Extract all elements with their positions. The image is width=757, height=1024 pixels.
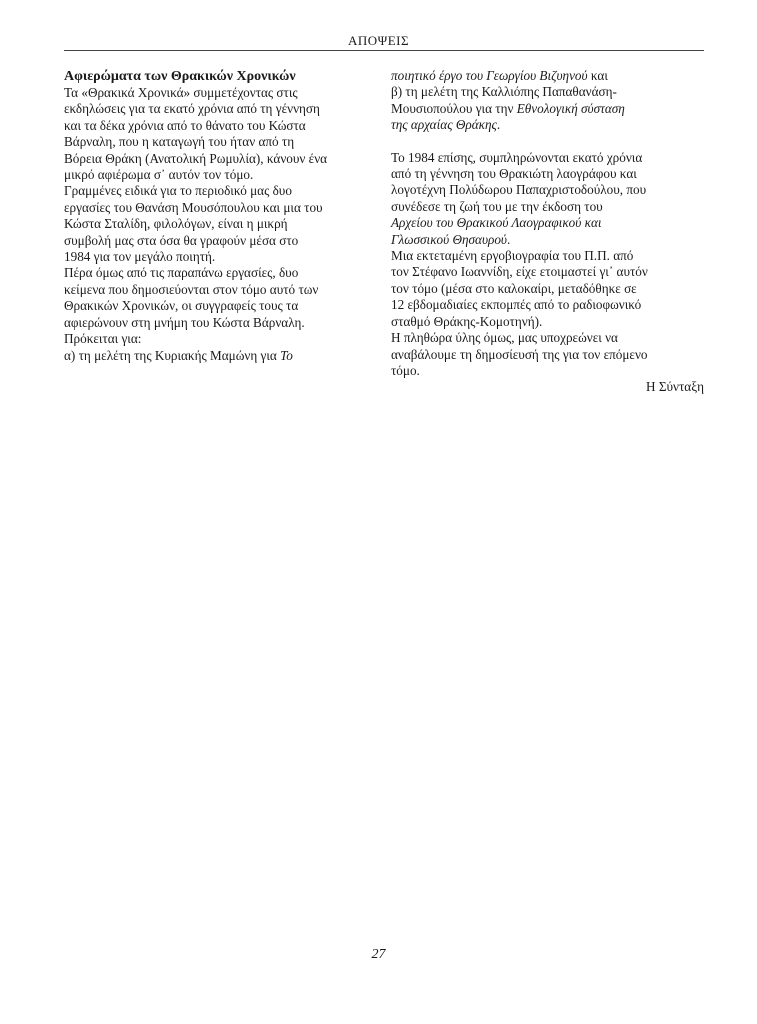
body-line: Γραμμένες ειδικά για το περιοδικό μας δυο bbox=[64, 183, 292, 199]
body-line: εργασίες του Θανάση Μουσόπουλου και μια του bbox=[64, 199, 323, 215]
body-line: Το 1984 επίσης, συμπληρώνονται εκατό χρόνια bbox=[391, 149, 643, 165]
body-text: Μουσιοπούλου για την bbox=[391, 100, 514, 116]
body-line: συμβολή μας στα όσα θα γραφούν μέσα στο bbox=[64, 232, 299, 248]
signature: Η Σύνταξη bbox=[646, 379, 704, 395]
body-line: Βάρναλη, που η καταγωγή του ήταν από τη bbox=[64, 134, 295, 150]
work-title: ποιητικό έργο του Γεωργίου Βιζυηνού bbox=[391, 68, 588, 83]
work-title: Εθνολογική σύσταση bbox=[516, 100, 625, 116]
body-line: από τη γέννηση του Θρακιώτη λαογράφου και bbox=[391, 166, 637, 182]
body-line: Πρόκειται για: bbox=[64, 331, 142, 347]
body-text: . bbox=[496, 117, 501, 133]
body-line bbox=[64, 348, 364, 364]
body-text: α) τη μελέτη της Κυριακής Μαμώνη για bbox=[64, 347, 277, 363]
body-line: αναβάλουμε τη δημοσίευσή της για τον επόμενο bbox=[391, 346, 648, 362]
body-line: κείμενα που δημοσιεύονται στον τόμο αυτό των bbox=[64, 281, 319, 297]
body-line bbox=[391, 117, 704, 133]
page-number: 27 bbox=[371, 947, 386, 962]
body-line: αφιερώνουν στη μνήμη του Κώστα Βάρναλη. bbox=[64, 314, 305, 330]
work-title: Το bbox=[280, 347, 293, 363]
body-line bbox=[391, 68, 704, 84]
running-title: ΑΠΟΨΕΙΣ bbox=[347, 33, 410, 48]
body-line: 12 εβδομαδιαίες εκπομπές από το ραδιοφωνικό bbox=[391, 297, 642, 313]
article-title: Αφιερώματα των Θρακικών Χρονικών bbox=[64, 69, 296, 84]
body-line bbox=[391, 215, 704, 231]
body-line: και τα δέκα χρόνια από το θάνατο του Κώστα bbox=[64, 117, 306, 133]
body-line: Η πληθώρα ύλης όμως, μας υποχρεώνει να bbox=[391, 330, 618, 346]
work-title: Αρχείου του Θρακικού Λαογραφικού και bbox=[391, 215, 602, 231]
header-rule bbox=[64, 50, 704, 51]
right-column bbox=[391, 68, 704, 396]
paragraph-gap bbox=[391, 134, 704, 150]
body-line: Τα «Θρακικά Χρονικά» συμμετέχοντας στις bbox=[64, 85, 298, 100]
body-line: τον Στέφανο Ιωαννίδη, είχε ετοιμαστεί γι᾽ αυτόν bbox=[391, 264, 648, 280]
left-column bbox=[64, 68, 364, 364]
body-line: Θρακικών Χρονικών, οι συγγραφείς τους τα bbox=[64, 298, 299, 314]
body-line: τόμο. bbox=[391, 362, 420, 378]
body-text: . bbox=[507, 231, 511, 247]
body-line: συνέδεσε τη ζωή του με την έκδοση του bbox=[391, 198, 603, 214]
body-line: μικρό αφιέρωμα σ᾽ αυτόν τον τόμο. bbox=[64, 167, 254, 183]
body-line: λογοτέχνη Πολύδωρου Παπαχριστοδούλου, που bbox=[391, 182, 647, 198]
body-line: β) τη μελέτη της Καλλιόπης Παπαθανάση- bbox=[391, 84, 617, 100]
work-title: της αρχαίας Θράκης bbox=[391, 117, 497, 133]
body-line: Κώστα Σταλίδη, φιλολόγων, είναι η μικρή bbox=[64, 216, 288, 232]
body-line: εκδηλώσεις για τα εκατό χρόνια από τη γέννηση bbox=[64, 101, 320, 117]
body-line: 1984 για τον μεγάλο ποιητή. bbox=[64, 249, 216, 265]
body-line: Πέρα όμως από τις παραπάνω εργασίες, δυο bbox=[64, 265, 299, 281]
body-line bbox=[391, 101, 704, 117]
body-line bbox=[391, 232, 704, 248]
body-line: Βόρεια Θράκη (Ανατολική Ρωμυλία), κάνουν ένα bbox=[64, 150, 328, 166]
body-text: και bbox=[590, 68, 608, 83]
body-line: τον τόμο (μέσα στο καλοκαίρι, μεταδόθηκε σε bbox=[391, 280, 637, 296]
body-line: Μια εκτεταμένη εργοβιογραφία του Π.Π. από bbox=[391, 248, 634, 264]
body-line: σταθμό Θράκης-Κομοτηνή). bbox=[391, 313, 543, 329]
work-title: Γλωσσικού Θησαυρού bbox=[391, 231, 507, 247]
